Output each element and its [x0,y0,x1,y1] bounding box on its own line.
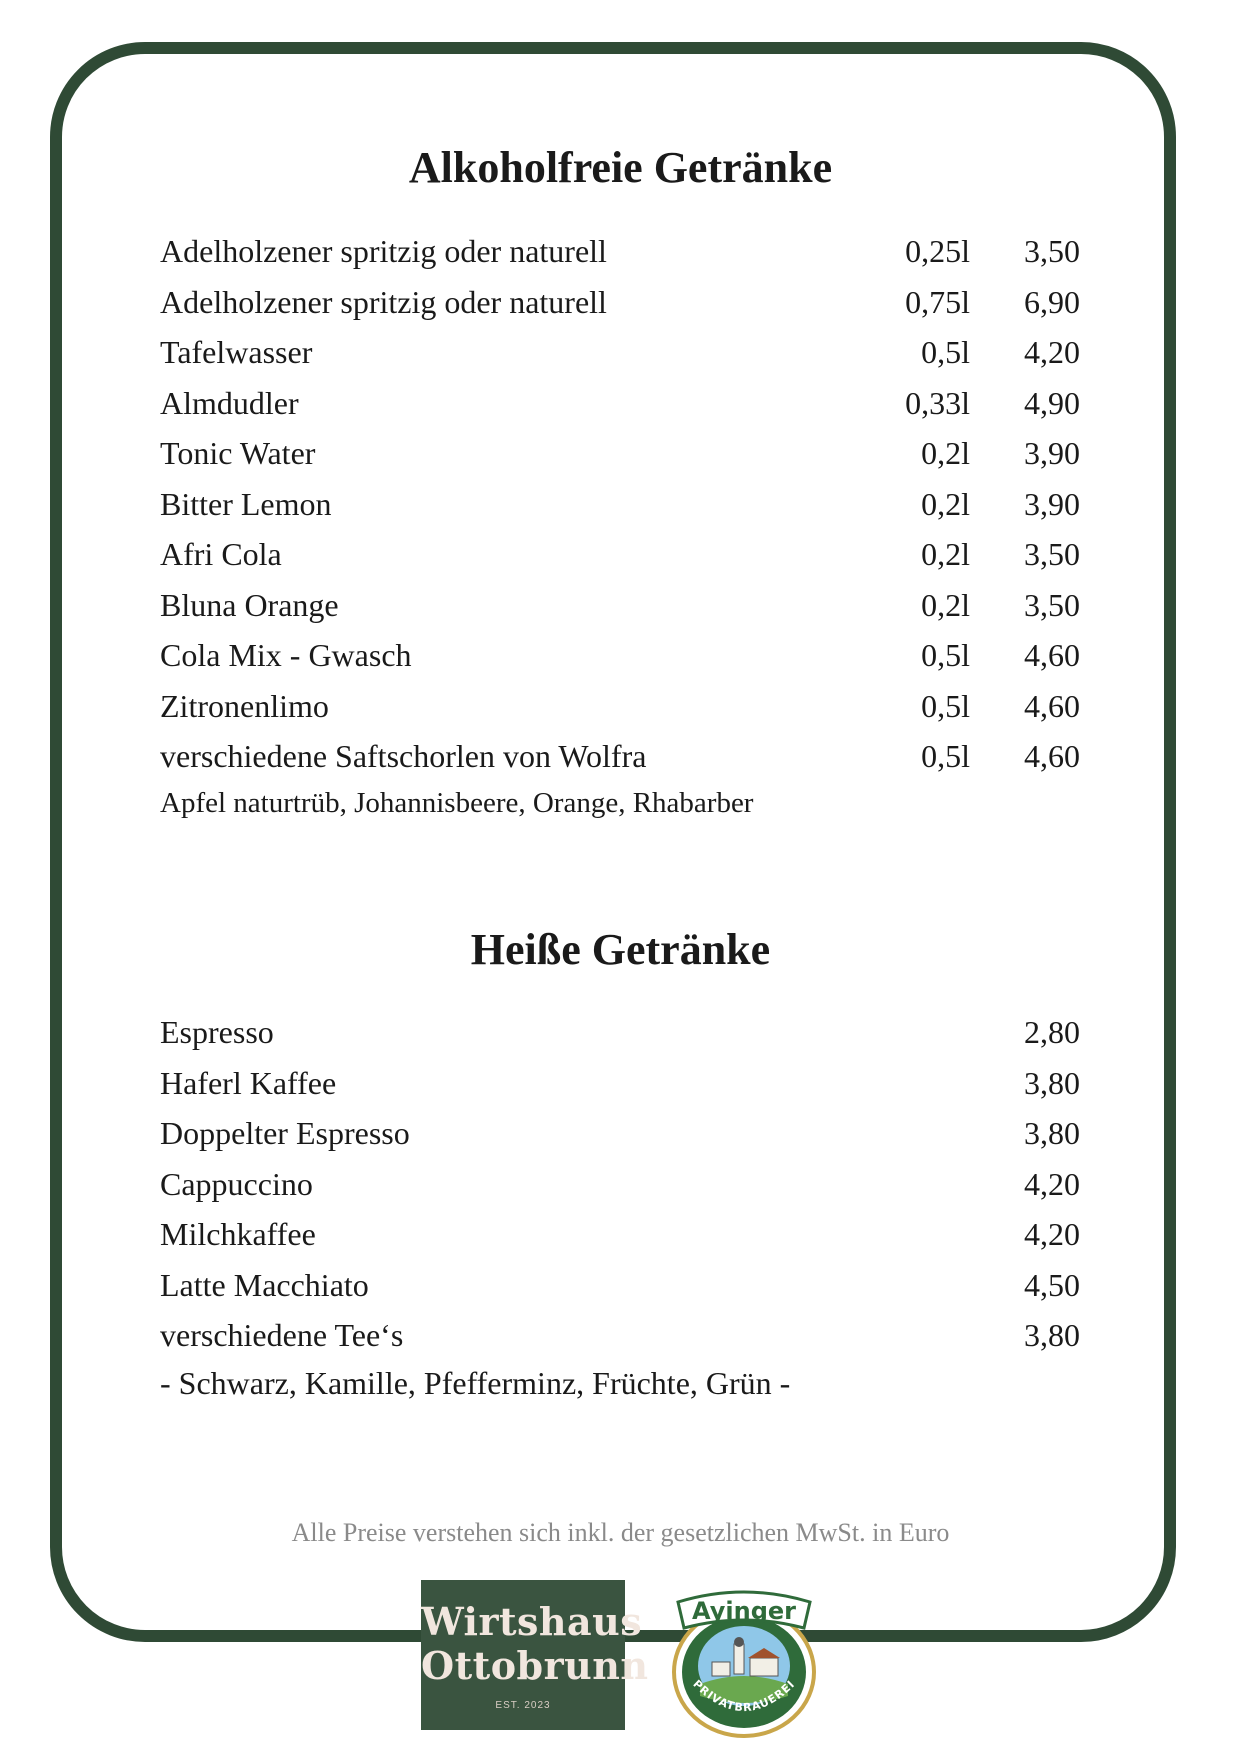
item-price: 3,90 [1024,485,1080,522]
menu-item [160,1007,1080,1058]
item-price: 4,90 [1024,384,1080,421]
item-name: verschiedene Tee‘s [160,1317,404,1353]
menu-item [160,1310,1080,1361]
item-price: 3,80 [1024,1064,1080,1101]
item-size: 0,2l [921,485,970,522]
ayinger-logo [668,1572,820,1740]
menu-item [160,529,1080,580]
hot-drinks-list [160,1007,1080,1405]
menu-item [160,1260,1080,1311]
item-price: 4,20 [1024,1216,1080,1252]
item-price: 6,90 [1024,283,1080,320]
menu-item [160,681,1080,732]
item-size: 0,2l [921,435,970,471]
menu-item [160,580,1080,631]
item-price: 3,50 [1024,586,1080,623]
menu-item [160,428,1080,479]
item-name: verschiedene Saftschorlen von Wolfra [160,738,647,774]
item-name: Zitronenlimo [160,687,329,724]
item-name: Bluna Orange [160,586,339,623]
item-price: 4,60 [1024,738,1080,774]
menu-item [160,277,1080,328]
item-price: 3,50 [1024,233,1080,269]
logo-text-line2: Ottobrunn [421,1643,649,1688]
item-size: 0,5l [921,687,970,724]
item-size: 0,2l [921,586,970,623]
item-size: 0,5l [921,334,970,370]
item-name: Adelholzener spritzig oder naturell [160,283,607,320]
menu-item [160,1209,1080,1260]
price-note: Alle Preise verstehen sich inkl. der gesetzlichen MwSt. in Euro [291,1518,950,1547]
item-price: 3,80 [1024,1317,1080,1353]
item-name: Adelholzener spritzig oder naturell [160,233,607,269]
item-price: 3,50 [1024,536,1080,572]
menu-item [160,378,1080,429]
item-name: Tafelwasser [160,334,313,370]
ayinger-bottom-text: PRIVATBRAUEREI [690,1677,798,1715]
item-size: 0,5l [921,738,970,774]
menu-item [160,630,1080,681]
menu-item [160,226,1080,277]
item-subtext: - Schwarz, Kamille, Pfefferminz, Früchte, Grün - [160,1364,791,1401]
section-title-cold: Alkoholfreie Getränke [408,143,833,192]
item-name: Haferl Kaffee [160,1064,337,1101]
item-size: 0,25l [905,233,970,269]
item-price: 4,20 [1024,1165,1080,1202]
item-name: Afri Cola [160,536,282,572]
item-price: 3,80 [1024,1115,1080,1151]
cold-drinks-list [160,226,1080,824]
item-price: 3,90 [1024,435,1080,471]
item-name: Bitter Lemon [160,485,332,522]
item-name: Latte Macchiato [160,1266,369,1303]
item-price: 4,50 [1024,1266,1080,1303]
item-size: 0,5l [921,637,970,673]
menu-item [160,1159,1080,1210]
item-size: 0,2l [921,536,970,572]
wirtshaus-ottobrunn-logo [421,1580,649,1730]
item-subtext: Apfel naturtrüb, Johannisbeere, Orange, Rhabarber [160,786,754,819]
item-size: 0,75l [905,283,970,320]
menu-item [160,731,1080,782]
menu-item [160,1108,1080,1159]
item-name: Doppelter Espresso [160,1115,410,1151]
item-price: 4,20 [1024,334,1080,370]
item-name: Espresso [160,1014,274,1050]
item-name: Cola Mix - Gwasch [160,637,412,673]
item-price: 4,60 [1024,637,1080,673]
item-name: Milchkaffee [160,1216,316,1252]
menu-item [160,1058,1080,1109]
item-price: 4,60 [1024,687,1080,724]
item-name: Almdudler [160,384,299,421]
section-title-hot: Heiße Getränke [470,925,771,974]
item-name: Tonic Water [160,435,316,471]
item-size: 0,33l [905,384,970,421]
item-name: Cappuccino [160,1165,313,1202]
ayinger-top-text: Ayinger [692,1597,796,1625]
logo-text-line1: Wirtshaus [421,1599,643,1644]
logo-est: EST. 2023 [495,1700,551,1711]
menu-item [160,327,1080,378]
item-price: 2,80 [1024,1014,1080,1050]
menu-item [160,479,1080,530]
